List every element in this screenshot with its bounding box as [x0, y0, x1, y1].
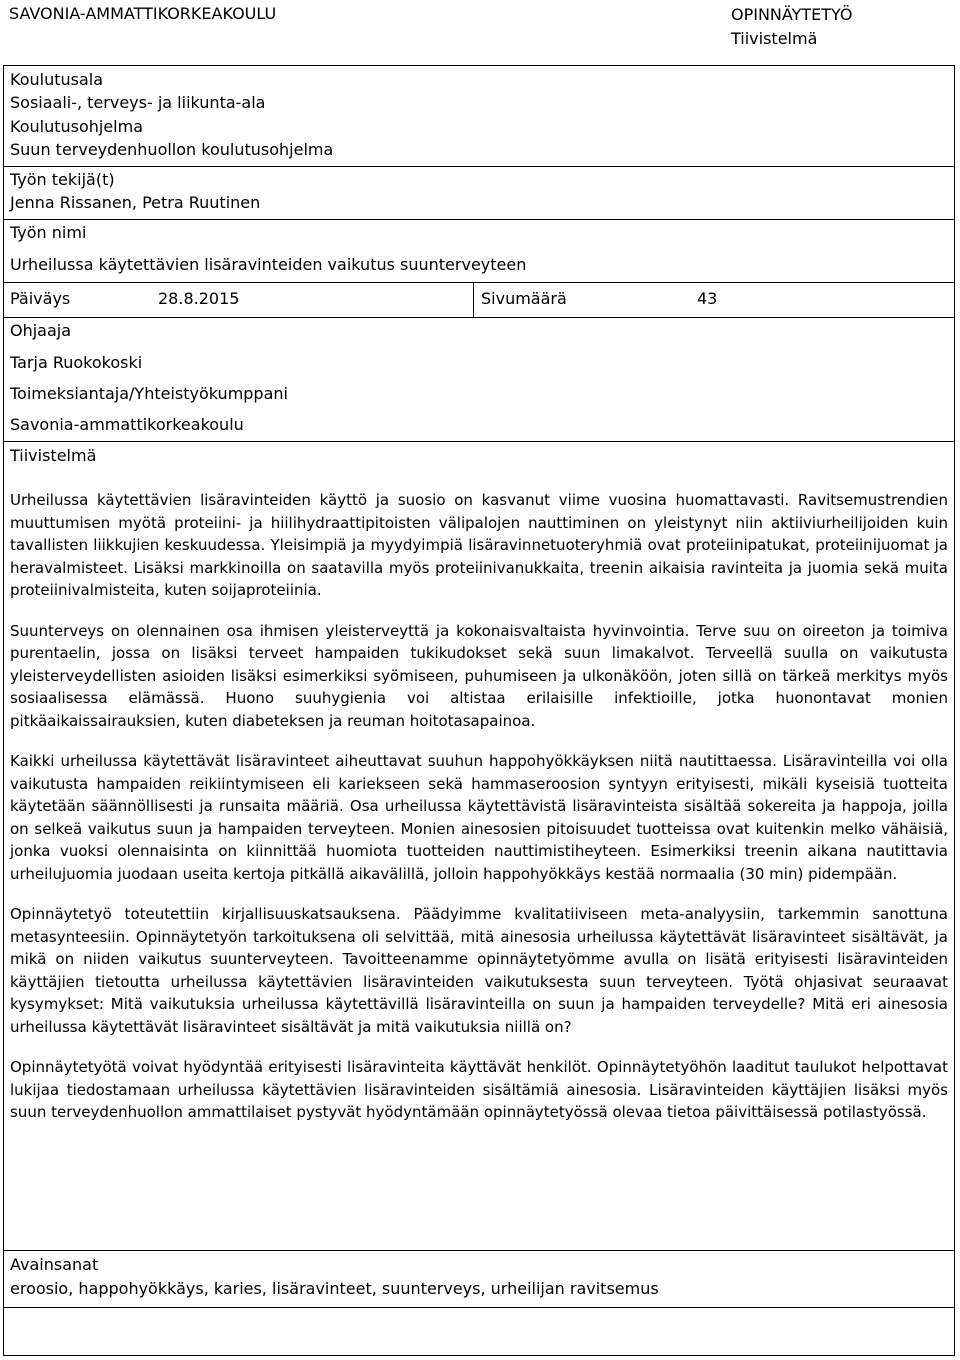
koulutusala-value: Sosiaali-, terveys- ja liikunta-ala — [10, 93, 266, 112]
tiivistelma-label: Tiivistelmä — [10, 446, 97, 465]
abstract-paragraph: Suunterveys on olennainen osa ihmisen yleisterveyttä ja kokonaisvaltaista hyvinvointia. Terve suu on oireeton ja toimiva purentaelin, jossa on lisäksi terveet hampaiden tukikudokset sekä suun limakalvot. Terveellä suulla on vaikutusta yleisterveydellisten asioiden lisäksi esimerkiksi syömiseen, puhumiseen ja ulkonäköön, joten sillä on tärkeä merkitys myös sosiaalisessa elämässä. Huono suuhygienia voi altistaa erilaisille infektioille, jotka huonontavat monien pitkäaikaissairauksien, kuten diabeteksen ja reuman hoitotasapainoa. — [10, 621, 948, 730]
koulutusala-label: Koulutusala — [10, 70, 104, 89]
paivays-label: Päiväys — [10, 289, 71, 308]
toimeksiantaja-label: Toimeksiantaja/Yhteistyökumppani — [10, 384, 288, 403]
keywords-value: eroosio, happohyökkäys, karies, lisäravinteet, suunterveys, urheilijan ravitsemus — [10, 1279, 659, 1298]
divider — [473, 282, 474, 317]
abstract-form — [3, 65, 955, 1356]
paivays-value: 28.8.2015 — [158, 289, 240, 308]
divider — [4, 1307, 954, 1308]
abstract-paragraph: Opinnäytetyö toteutettiin kirjallisuuskatsauksena. Päädyimme kvalitatiiviseen meta-analyysiin, tarkemmin sanottuna metasynteesiin. Opinnäytetyön tarkoituksena oli selvittää, mitä ainesosia urheilussa käytettävät lisäravinteet sisältävät, ja mikä on niiden vaikutus suunterveyteen. Tavoitteenamme opinnäytetyömme avulla on lisätä erityisesti lisäravinteiden käyttäjien tietoutta urheilussa käytettävien lisäravinteiden vaikutuksesta suun terveyteen. Työtä ohjasivat seuraavat kysymykset: Mitä vaikutuksia urheilussa käytettävillä lisäravinteilla on suun ja hampaiden terveydelle? Mitä eri ainesosia urheilussa käytettävät lisäravinteet sisältävät ja mitä vaikutuksia niillä on? — [10, 905, 948, 1036]
abstract-body — [10, 489, 948, 1124]
institution-header: SAVONIA-AMMATTIKORKEAKOULU — [9, 4, 277, 23]
tekija-label: Työn tekijä(t) — [10, 170, 115, 189]
toimeksiantaja-value: Savonia-ammattikorkeakoulu — [10, 415, 244, 434]
abstract-paragraph: Opinnäytetyötä voivat hyödyntää erityisesti lisäravinteita käyttävät henkilöt. Opinnäytetyöhön laaditut taulukot helpottavat lukijaa tiedostamaan urheilussa käytettävien lisäravinteiden sisältämiä ainesosia. Lisäravinteiden käyttäjien lisäksi myös suun terveydenhuollon ammattilaiset pystyvät hyödyntämään opinnäytetyössä olevaa tietoa päivittäisessä potilastyössä. — [10, 1058, 948, 1121]
divider — [4, 317, 954, 318]
sivumaara-label: Sivumäärä — [481, 289, 567, 308]
divider — [4, 441, 954, 442]
divider — [4, 219, 954, 220]
divider — [4, 166, 954, 167]
nimi-label: Työn nimi — [10, 223, 87, 242]
koulutusohjelma-value: Suun terveydenhuollon koulutusohjelma — [10, 140, 334, 159]
divider — [4, 1250, 954, 1251]
koulutusohjelma-label: Koulutusohjelma — [10, 117, 144, 136]
document-subtype: Tiivistelmä — [731, 29, 818, 48]
tekija-value: Jenna Rissanen, Petra Ruutinen — [10, 193, 261, 212]
document-type-header — [731, 3, 853, 51]
document-type: OPINNÄYTETYÖ — [731, 5, 853, 24]
sivumaara-value: 43 — [697, 289, 718, 308]
divider — [4, 282, 954, 283]
keywords-label: Avainsanat — [10, 1255, 99, 1274]
ohjaaja-value: Tarja Ruokokoski — [10, 353, 143, 372]
nimi-value: Urheilussa käytettävien lisäravinteiden vaikutus suunterveyteen — [10, 255, 527, 274]
abstract-paragraph: Urheilussa käytettävien lisäravinteiden käyttö ja suosio on kasvanut viime vuosina huomattavasti. Ravitsemustrendien muuttumisen myötä proteiini- ja hiilihydraattipitoisten välipalojen nauttiminen on yleistynyt niin aktiiviurheilijoiden kuin tavallisten liikkujien keskuudessa. Yleisimpiä ja myydyimpiä lisäravinnetuoteryhmiä ovat proteiinipatukat, proteiinijuomat ja heravalmisteet. Lisäksi markkinoilla on saatavilla myös proteiinivanukkaita, treenin aikaisia ravinteita ja juomia sekä muita proteiinivalmisteita, kuten soijaproteiinia. — [10, 491, 948, 599]
abstract-paragraph: Kaikki urheilussa käytettävät lisäravinteet aiheuttavat suuhun happohyökkäyksen niitä nautittaessa. Lisäravinteilla voi olla vaikutusta hampaiden reikiintymiseen eli kariekseen sekä hammaseroosion syntyyn erityisesti, mikäli kyseisiä tuotteita käytetään säännöllisesti ja runsaita määriä. Osa urheilussa käytettävistä lisäravinteista sisältää sokereita ja happoja, joilla on selkeä vaikutus suun ja hampaiden terveyteen. Monien ainesosien pitoisuudet tuotteissa ovat kuitenkin melko vähäisiä, jonka vuoksi olennaisinta on kiinnittää huomiota tuotteiden nauttimistiheyteen. Esimerkiksi treenin aikana nautittavia urheilujuomia juodaan useita kertoja pitkällä aikavälillä, jolloin happohyökkäys kestää normaalia (30 min) pidempään. — [10, 752, 948, 883]
ohjaaja-label: Ohjaaja — [10, 321, 72, 340]
